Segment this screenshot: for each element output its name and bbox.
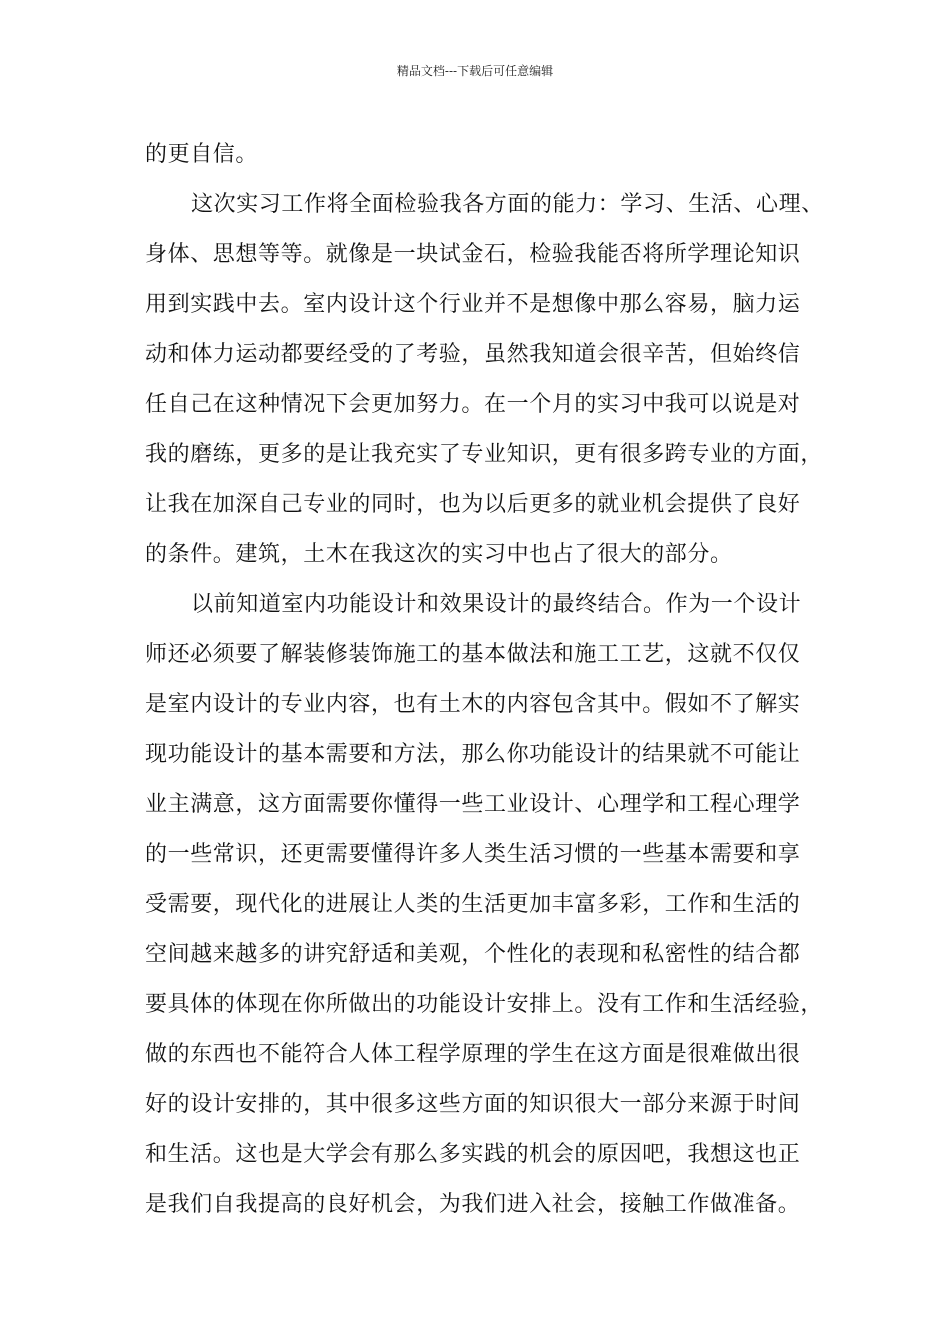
text-line: 和生活。这也是大学会有那么多实践的机会的原因吧，我想这也正 <box>145 1142 801 1167</box>
text-line: 空间越来越多的讲究舒适和美观，个性化的表现和私密性的结合都 <box>145 942 801 967</box>
text-line: 师还必须要了解装修装饰施工的基本做法和施工工艺，这就不仅仅 <box>145 642 801 667</box>
text-line: 做的东西也不能符合人体工程学原理的学生在这方面是很难做出很 <box>145 1042 801 1067</box>
paragraph <box>145 130 835 180</box>
text-line: 以前知道室内功能设计和效果设计的最终结合。作为一个设计 <box>191 592 802 617</box>
text-line: 现功能设计的基本需要和方法，那么你功能设计的结果就不可能让 <box>145 742 801 767</box>
text-line: 好的设计安排的，其中很多这些方面的知识很大一部分来源于时间 <box>145 1092 801 1117</box>
text-line: 身体、思想等等。就像是一块试金石，检验我能否将所学理论知识 <box>145 242 801 267</box>
paragraph <box>145 580 835 1230</box>
paragraph <box>145 180 835 580</box>
text-line: 我的磨练，更多的是让我充实了专业知识，更有很多跨专业的方面， <box>145 442 824 467</box>
text-line: 任自己在这种情况下会更加努力。在一个月的实习中我可以说是对 <box>145 392 801 417</box>
text-line: 用到实践中去。室内设计这个行业并不是想像中那么容易，脑力运 <box>145 292 801 317</box>
text-line: 是室内设计的专业内容，也有土木的内容包含其中。假如不了解实 <box>145 692 801 717</box>
text-line: 受需要，现代化的进展让人类的生活更加丰富多彩，工作和生活的 <box>145 892 801 917</box>
text-line: 业主满意，这方面需要你懂得一些工业设计、心理学和工程心理学 <box>145 792 801 817</box>
text-line: 的一些常识，还更需要懂得许多人类生活习惯的一些基本需要和享 <box>145 842 801 867</box>
page-header: 精品文档---下载后可任意编辑 <box>396 64 554 78</box>
text-line: 是我们自我提高的良好机会，为我们进入社会，接触工作做准备。 <box>145 1192 801 1217</box>
text-line: 要具体的体现在你所做出的功能设计安排上。没有工作和生活经验， <box>145 992 824 1017</box>
text-line: 动和体力运动都要经受的了考验，虽然我知道会很辛苦，但始终信 <box>145 342 801 367</box>
text-line: 的条件。建筑，土木在我这次的实习中也占了很大的部分。 <box>145 542 733 567</box>
text-line: 这次实习工作将全面检验我各方面的能力：学习、生活、心理、 <box>191 192 824 217</box>
document-body <box>145 130 835 1230</box>
text-line: 的更自信。 <box>145 142 259 167</box>
text-line: 让我在加深自己专业的同时，也为以后更多的就业机会提供了良好 <box>145 492 801 517</box>
